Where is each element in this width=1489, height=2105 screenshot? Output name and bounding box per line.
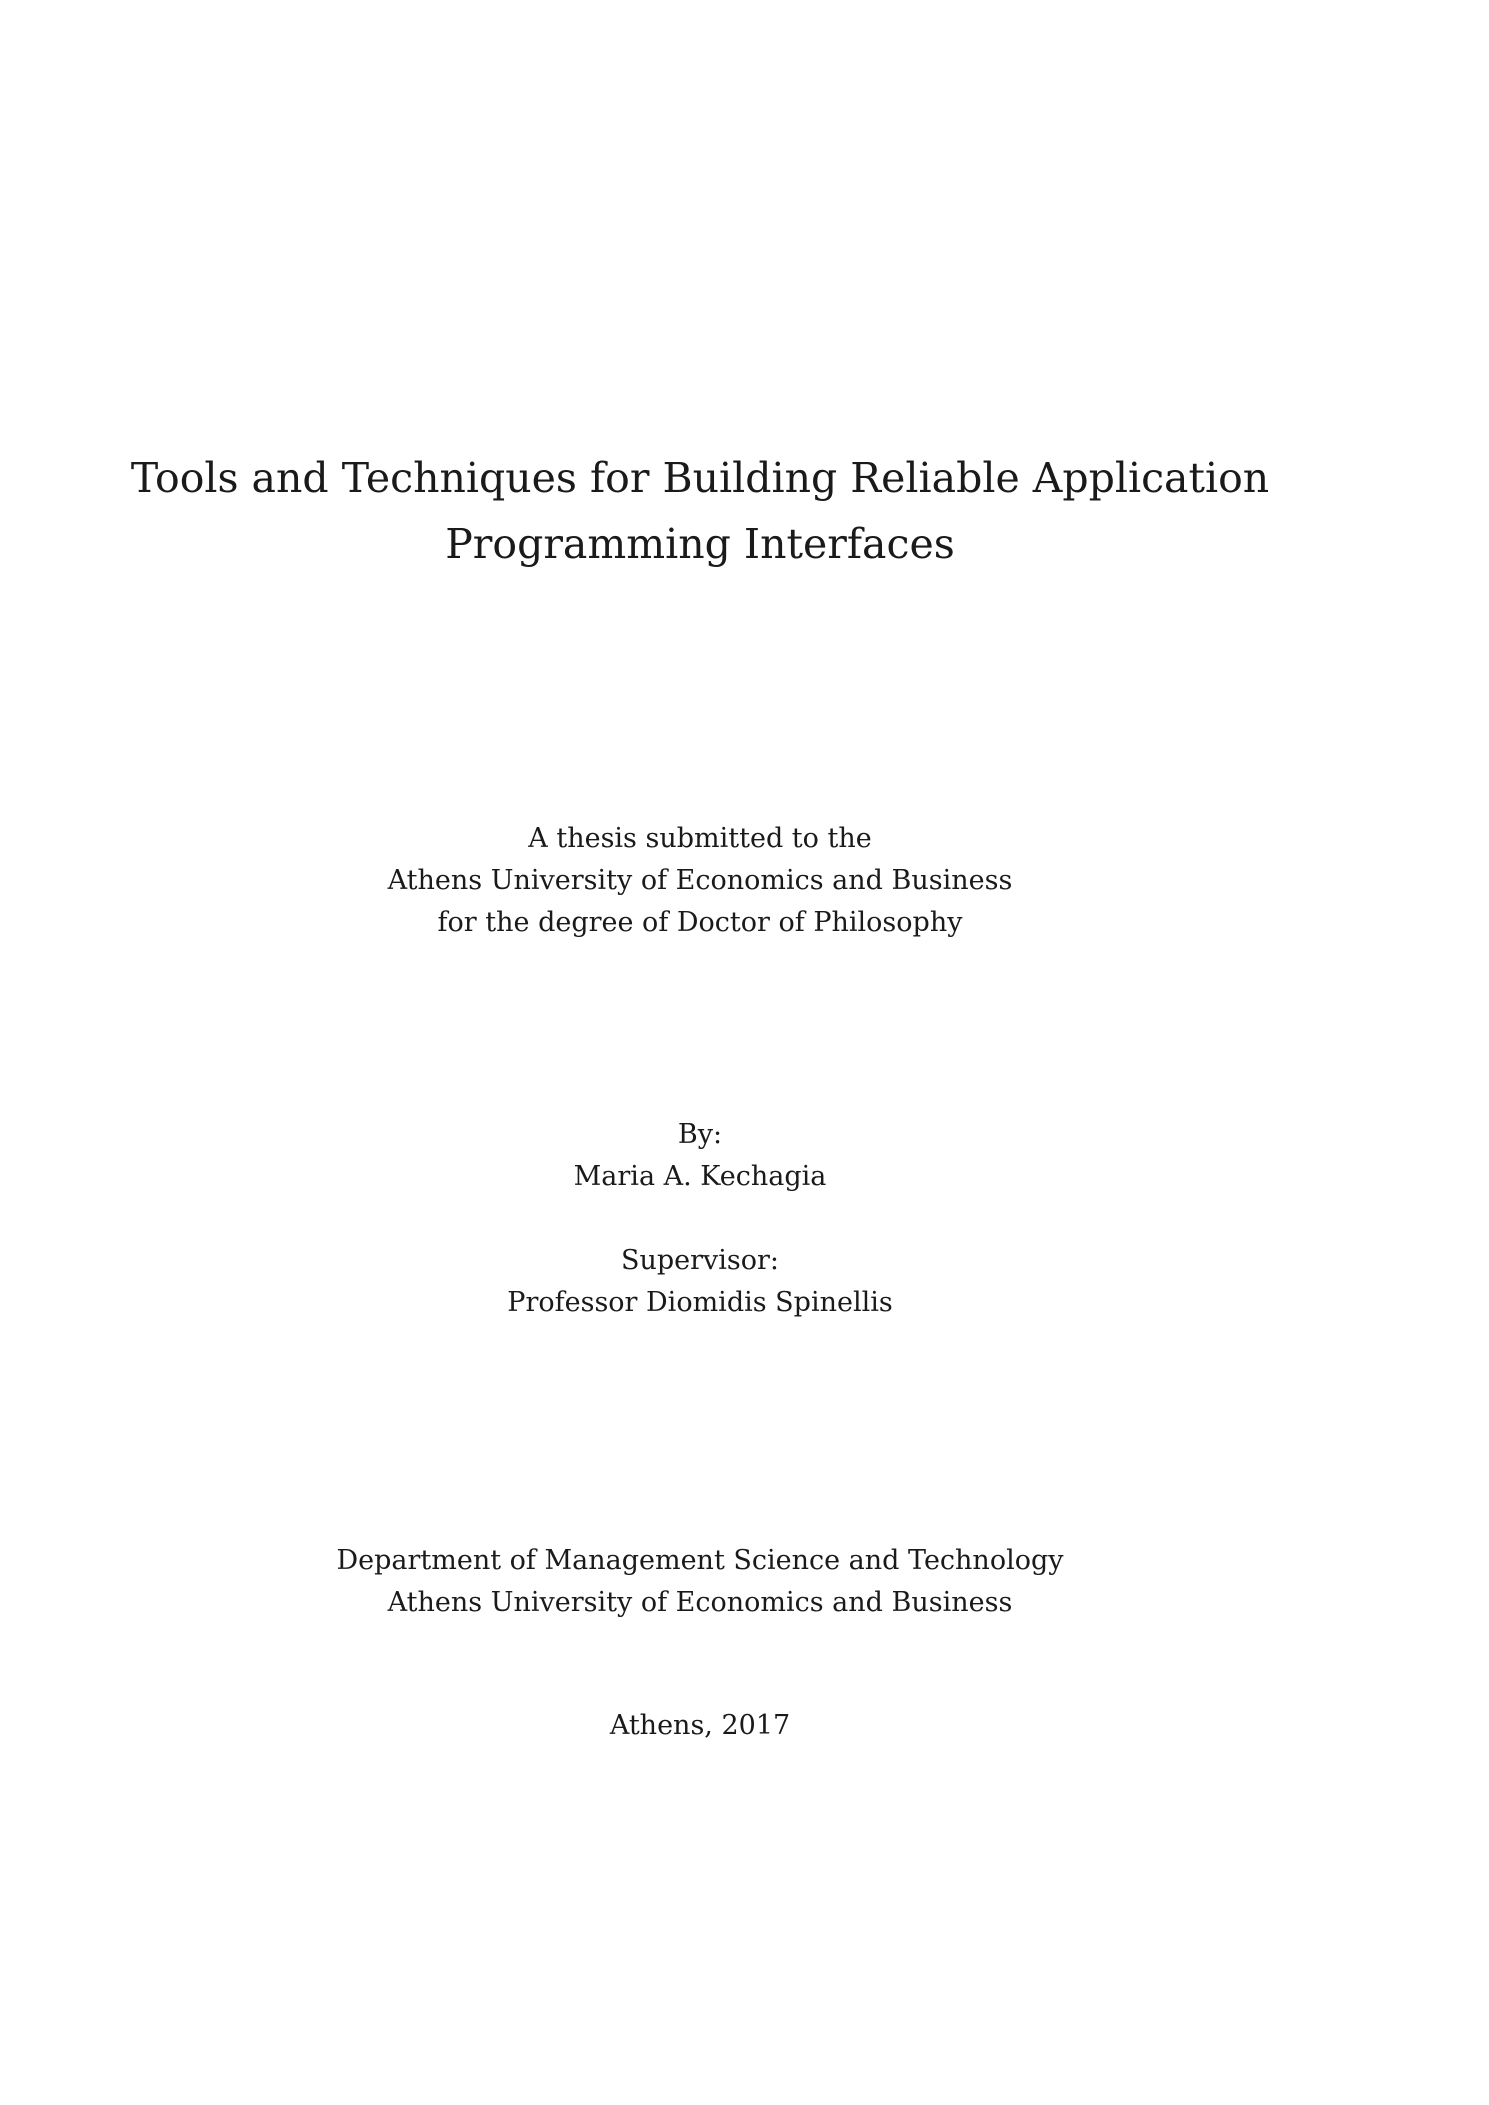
author-label: By:	[677, 1119, 723, 1150]
thesis-title-line-1: Tools and Techniques for Building Reliable Application	[130, 454, 1270, 502]
author-block	[0, 1114, 1400, 1198]
submission-line-2: Athens University of Economics and Business	[387, 865, 1013, 896]
department-name: Department of Management Science and Technology	[336, 1545, 1064, 1576]
supervisor-block	[0, 1240, 1400, 1324]
university-name: Athens University of Economics and Business	[387, 1587, 1013, 1618]
author-name: Maria A. Kechagia	[573, 1161, 827, 1192]
submission-statement	[0, 818, 1400, 944]
thesis-title	[0, 445, 1400, 577]
institution-block	[0, 1540, 1400, 1624]
submission-line-3: for the degree of Doctor of Philosophy	[437, 907, 963, 938]
thesis-title-line-2: Programming Interfaces	[445, 520, 955, 568]
supervisor-name: Professor Diomidis Spinellis	[507, 1287, 893, 1318]
place-and-date: Athens, 2017	[609, 1710, 791, 1741]
supervisor-label: Supervisor:	[620, 1245, 780, 1276]
submission-line-1: A thesis submitted to the	[528, 823, 872, 854]
